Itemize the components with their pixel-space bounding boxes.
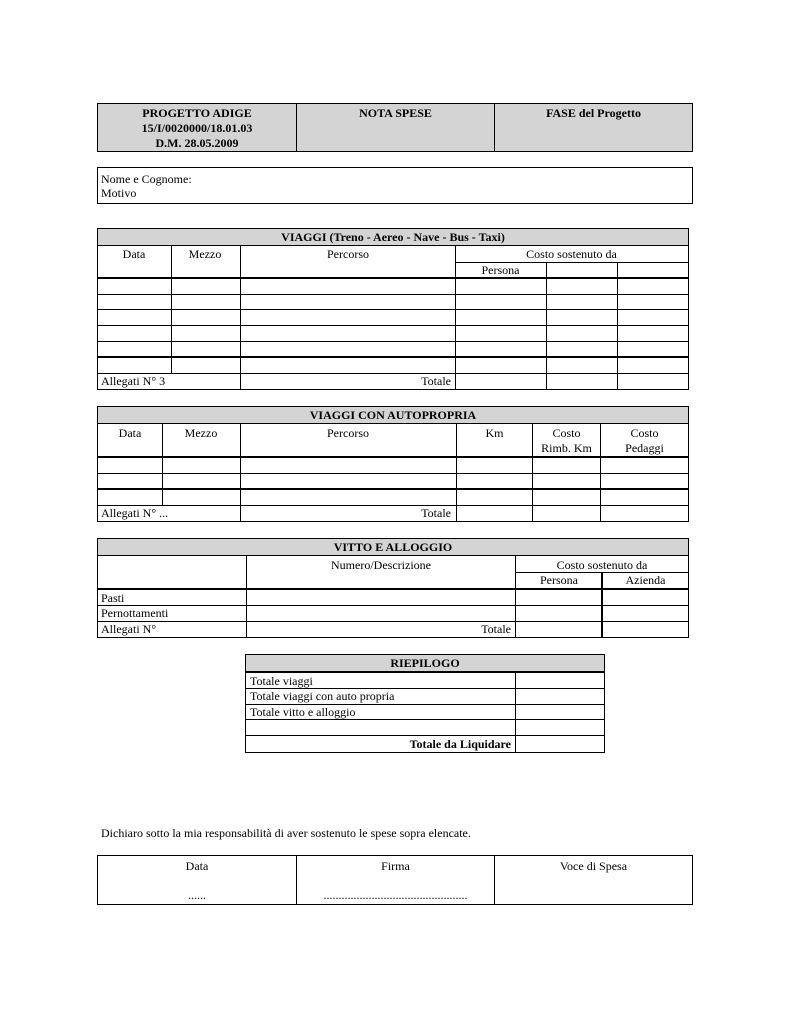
signature-date-label: Data (185, 859, 209, 873)
board-overnight: Pernottamenti (101, 606, 169, 620)
travel-col-cost: Costo sostenuto da (526, 247, 617, 261)
project-name: PROGETTO ADIGE (142, 106, 252, 120)
board-title: VITTO E ALLOGGIO (333, 540, 453, 554)
summary-travel: Totale viaggi (250, 674, 313, 688)
declaration-text: Dichiaro sotto la mia responsabilità di aver sostenuto le spese sopra elencate. (101, 826, 471, 840)
car-col-route: Percorso (327, 426, 369, 440)
summary-board: Totale vitto e alloggio (250, 705, 356, 719)
car-col-cost-toll-sub: Pedaggi (625, 441, 664, 455)
name-label: Nome e Cognome: (101, 172, 192, 186)
travel-title: VIAGGI (Treno - Aereo - Nave - Bus - Taxi) (281, 230, 505, 244)
board-attachments: Allegati N° (101, 622, 157, 636)
board-col-desc: Numero/Descrizione (331, 558, 431, 572)
summary-grand-total: Totale da Liquidare (409, 737, 511, 751)
signature-sign-label: Firma (381, 859, 410, 873)
board-col-person: Persona (540, 573, 578, 587)
car-title: VIAGGI CON AUTOPROPRIA (309, 408, 477, 422)
project-code: 15/I/0020000/18.01.03 (141, 121, 253, 135)
car-col-means: Mezzo (184, 426, 218, 440)
travel-attachments: Allegati N° 3 (101, 374, 166, 388)
project-decree: D.M. 28.05.2009 (155, 136, 239, 150)
reason-label: Motivo (101, 186, 137, 200)
car-col-cost-km: Costo (552, 426, 581, 440)
car-total-label: Totale (421, 506, 451, 520)
project-phase-label: FASE del Progetto (546, 106, 641, 120)
travel-col-route: Percorso (327, 247, 369, 261)
travel-col-person: Persona (481, 263, 520, 277)
board-meals: Pasti (101, 591, 125, 605)
car-col-date: Data (118, 426, 142, 440)
car-attachments: Allegati N° ... (101, 506, 169, 520)
car-col-km: Km (485, 426, 504, 440)
signature-expense-label: Voce di Spesa (559, 859, 628, 873)
summary-car: Totale viaggi con auto propria (250, 689, 395, 703)
board-total-label: Totale (481, 622, 511, 636)
car-col-cost-km-sub: Rimb. Km (541, 441, 592, 455)
signature-sign-value: ................................................ (323, 888, 468, 902)
board-col-cost: Costo sostenuto da (556, 558, 648, 572)
car-col-cost-toll: Costo (630, 426, 659, 440)
document-title: NOTA SPESE (359, 106, 432, 120)
board-col-company: Azienda (625, 573, 666, 587)
summary-title: RIEPILOGO (390, 656, 460, 670)
travel-total-label: Totale (421, 374, 451, 388)
travel-col-means: Mezzo (188, 247, 222, 261)
travel-col-date: Data (122, 247, 146, 261)
signature-date-value: ...... (188, 888, 206, 902)
